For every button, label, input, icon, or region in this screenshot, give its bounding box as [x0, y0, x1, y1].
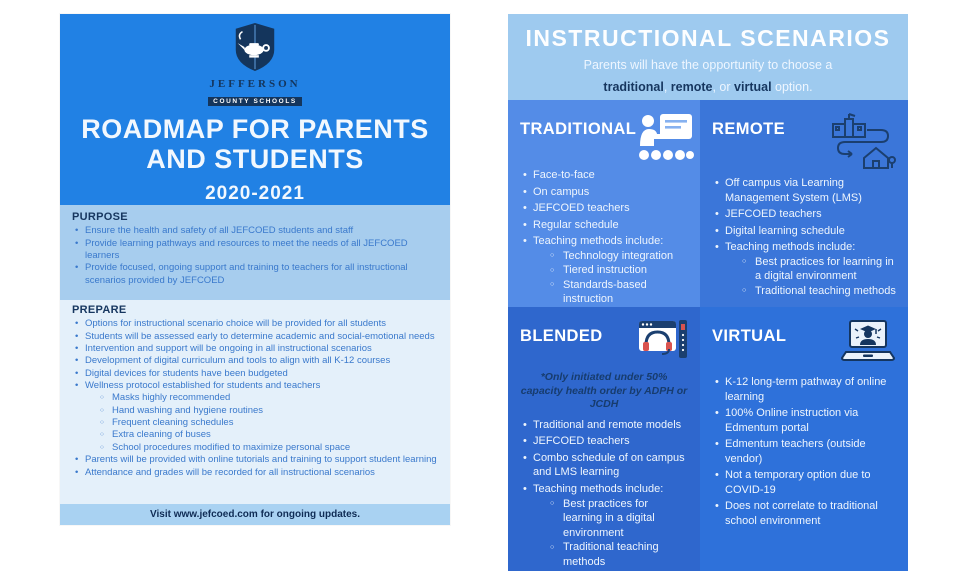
- bullet-text: Off campus via Learning Management System (LMS): [725, 177, 862, 204]
- traditional-bullet-list: [520, 168, 688, 307]
- bullet-text: Regular schedule: [533, 218, 619, 231]
- bullet-text: Not a temporary option due to COVID-19: [725, 469, 871, 496]
- purpose-heading: PURPOSE: [72, 211, 128, 224]
- bullet-text: Intervention and support will be ongoing in all instructional scenarios: [85, 343, 372, 355]
- bullet-item: [72, 380, 438, 454]
- bullet-text: Parents will be provided with online tutorials and training to support student learning: [85, 454, 437, 466]
- bullet-item: [72, 454, 438, 466]
- scenarios-title: INSTRUCTIONAL SCENARIOS: [525, 25, 891, 51]
- bullet-item: [712, 240, 896, 298]
- roadmap-header: [60, 14, 450, 205]
- scenarios-subtitle-line1: Parents will have the opportunity to choose a: [583, 58, 833, 72]
- bullet-text: Options for instructional scenario choice will be provided for all students: [85, 318, 386, 330]
- sub-bullet-list: [725, 255, 896, 299]
- logo-district-subname: COUNTY SCHOOLS: [208, 97, 302, 106]
- bullet-text: Teaching methods include:: [533, 482, 664, 495]
- prepare-heading: PREPARE: [72, 304, 127, 317]
- subtitle-text: option.: [771, 79, 813, 94]
- subtitle-text: ,: [663, 79, 671, 94]
- sub-bullet-list: [533, 249, 688, 307]
- option-keyword: traditional: [603, 79, 664, 94]
- bullet-item: [520, 201, 688, 216]
- footer-updates-text: Visit www.jefcoed.com for ongoing updates.: [149, 509, 361, 520]
- blended-capacity-note: *Only initiated under 50% capacity health order by ADPH or JCDH: [520, 371, 688, 411]
- quadrant-blended: [508, 307, 700, 571]
- bullet-text: Digital learning schedule: [725, 224, 845, 237]
- bullet-item: [520, 168, 688, 183]
- remote-bullet-list: [712, 176, 896, 298]
- bullet-text: 100% Online instruction via Edmentum portal: [725, 407, 859, 434]
- bullet-item: [72, 225, 438, 237]
- bullet-text: Combo schedule of on campus and LMS learning: [533, 451, 685, 479]
- scenarios-subtitle-line2: [508, 79, 908, 96]
- bullet-text: Ensure the health and safety of all JEFCOED students and staff: [85, 225, 354, 237]
- sub-bullet-item: ○ Standards-based instruction: [533, 278, 688, 307]
- quadrant-remote-title: REMOTE: [712, 120, 785, 138]
- bullet-text: Edmentum teachers (outside vendor): [725, 438, 866, 465]
- bullet-item: [712, 224, 896, 239]
- sub-bullet-item: ○ Extra cleaning of buses: [85, 429, 438, 441]
- bullet-text: Provide focused, ongoing support and training to teachers for all instructional scenarios provided by JEFCOED: [85, 262, 408, 286]
- footer-banner: [60, 504, 450, 525]
- roadmap-flyer-page: [60, 14, 450, 525]
- quadrant-traditional-title: TRADITIONAL: [520, 120, 637, 138]
- bullet-item: [72, 368, 438, 380]
- option-keyword: virtual: [734, 79, 772, 94]
- sub-bullet-item: ○ Tiered instruction: [533, 263, 688, 278]
- sub-bullet-item: ○ Traditional teaching methods: [533, 540, 688, 569]
- bullet-item: [520, 418, 688, 433]
- bullet-text: On campus: [533, 185, 590, 198]
- prepare-bullet-list: [72, 318, 438, 478]
- bullet-text: Wellness protocol established for students and teachers: [85, 380, 321, 392]
- quadrant-virtual-title: VIRTUAL: [712, 327, 787, 345]
- shield-lamp-icon: [232, 22, 278, 72]
- sub-bullet-item: ○ Technology integration: [533, 249, 688, 264]
- sub-bullet-list: [533, 497, 688, 570]
- subtitle-text: , or: [712, 79, 735, 94]
- bullet-item: [712, 207, 896, 222]
- purpose-section: [60, 205, 450, 300]
- sub-bullet-item: ○ Masks highly recommended: [85, 392, 438, 404]
- bullet-item: [72, 262, 438, 287]
- headset-browser-icon: [638, 319, 688, 363]
- bullet-item: [712, 375, 896, 404]
- bullet-item: [520, 234, 688, 307]
- bullet-item: [72, 355, 438, 367]
- bullet-text: Teaching methods include:: [725, 241, 856, 254]
- jefferson-county-schools-logo: [208, 22, 302, 108]
- bullet-text: JEFCOED teachers: [533, 202, 630, 215]
- sub-bullet-item: ○ Best practices for learning in a digital environment: [725, 255, 896, 284]
- bullet-text: JEFCOED teachers: [725, 208, 822, 221]
- sub-bullet-item: ○ Best practices for learning in a digital environment: [533, 497, 688, 541]
- virtual-bullet-list: [712, 375, 896, 528]
- option-keyword: remote: [670, 79, 713, 94]
- bullet-text: Development of digital curriculum and tools to align with all K-12 courses: [85, 355, 391, 367]
- bullet-item: [520, 434, 688, 449]
- bullet-item: [72, 318, 438, 330]
- bullet-text: Traditional and remote models: [533, 418, 682, 431]
- laptop-graduate-icon: [838, 319, 896, 367]
- bullet-text: Attendance and grades will be recorded for all instructional scenarios: [85, 466, 375, 478]
- quadrant-blended-title: BLENDED: [520, 327, 603, 345]
- sub-bullet-item: ○ Hand washing and hygiene routines: [85, 405, 438, 417]
- bullet-item: [72, 467, 438, 479]
- instructional-scenarios-page: [508, 14, 908, 568]
- bullet-item: [72, 343, 438, 355]
- bullet-item: [712, 406, 896, 435]
- bullet-item: [712, 437, 896, 466]
- bullet-item: [712, 176, 896, 205]
- quadrant-virtual-head: [712, 315, 896, 369]
- purpose-bullet-list: [72, 225, 438, 287]
- bullet-text: Digital devices for students have been budgeted: [85, 367, 288, 379]
- quadrant-traditional: [508, 100, 700, 307]
- bullet-item: [520, 482, 688, 569]
- quadrant-remote: [700, 100, 908, 307]
- sub-bullet-item: ○ Traditional teaching methods: [725, 284, 896, 299]
- bullet-text: Provide learning pathways and resources to meet the needs of all JEFCOED learners: [85, 237, 408, 262]
- scenario-quadrants: [508, 100, 908, 571]
- bullet-text: Does not correlate to traditional school environment: [725, 500, 878, 527]
- logo-district-name: JEFFERSON: [209, 78, 301, 90]
- bullet-item: [520, 451, 688, 480]
- quadrant-remote-head: [712, 108, 896, 170]
- bullet-text: JEFCOED teachers: [533, 435, 630, 448]
- campus-to-home-icon: [830, 112, 896, 170]
- bullet-item: [72, 238, 438, 263]
- sub-bullet-item: ○ School procedures modified to maximize personal space: [85, 442, 438, 454]
- bullet-item: [520, 185, 688, 200]
- bullet-item: [712, 499, 896, 528]
- bullet-text: Face-to-face: [533, 169, 595, 181]
- quadrant-virtual: [700, 307, 908, 571]
- quadrant-traditional-head: [520, 108, 688, 162]
- bullet-item: [520, 218, 688, 233]
- sub-bullet-item: ○ Frequent cleaning schedules: [85, 417, 438, 429]
- bullet-text: K-12 long-term pathway of online learning: [725, 376, 887, 403]
- blended-bullet-list: [520, 418, 688, 569]
- bullet-item: [72, 331, 438, 343]
- quadrant-blended-head: [520, 315, 688, 369]
- scenarios-header: [508, 14, 908, 100]
- sub-bullet-list: [85, 392, 438, 454]
- page-title: ROADMAP FOR PARENTS AND STUDENTS: [81, 114, 429, 174]
- school-year: 2020-2021: [205, 183, 305, 205]
- bullet-text: Students will be assessed early to determine academic and social-emotional needs: [85, 330, 435, 342]
- bullet-text: Teaching methods include:: [533, 235, 664, 248]
- teacher-whiteboard-icon: [636, 112, 694, 162]
- prepare-section: [60, 300, 450, 504]
- bullet-item: [712, 468, 896, 497]
